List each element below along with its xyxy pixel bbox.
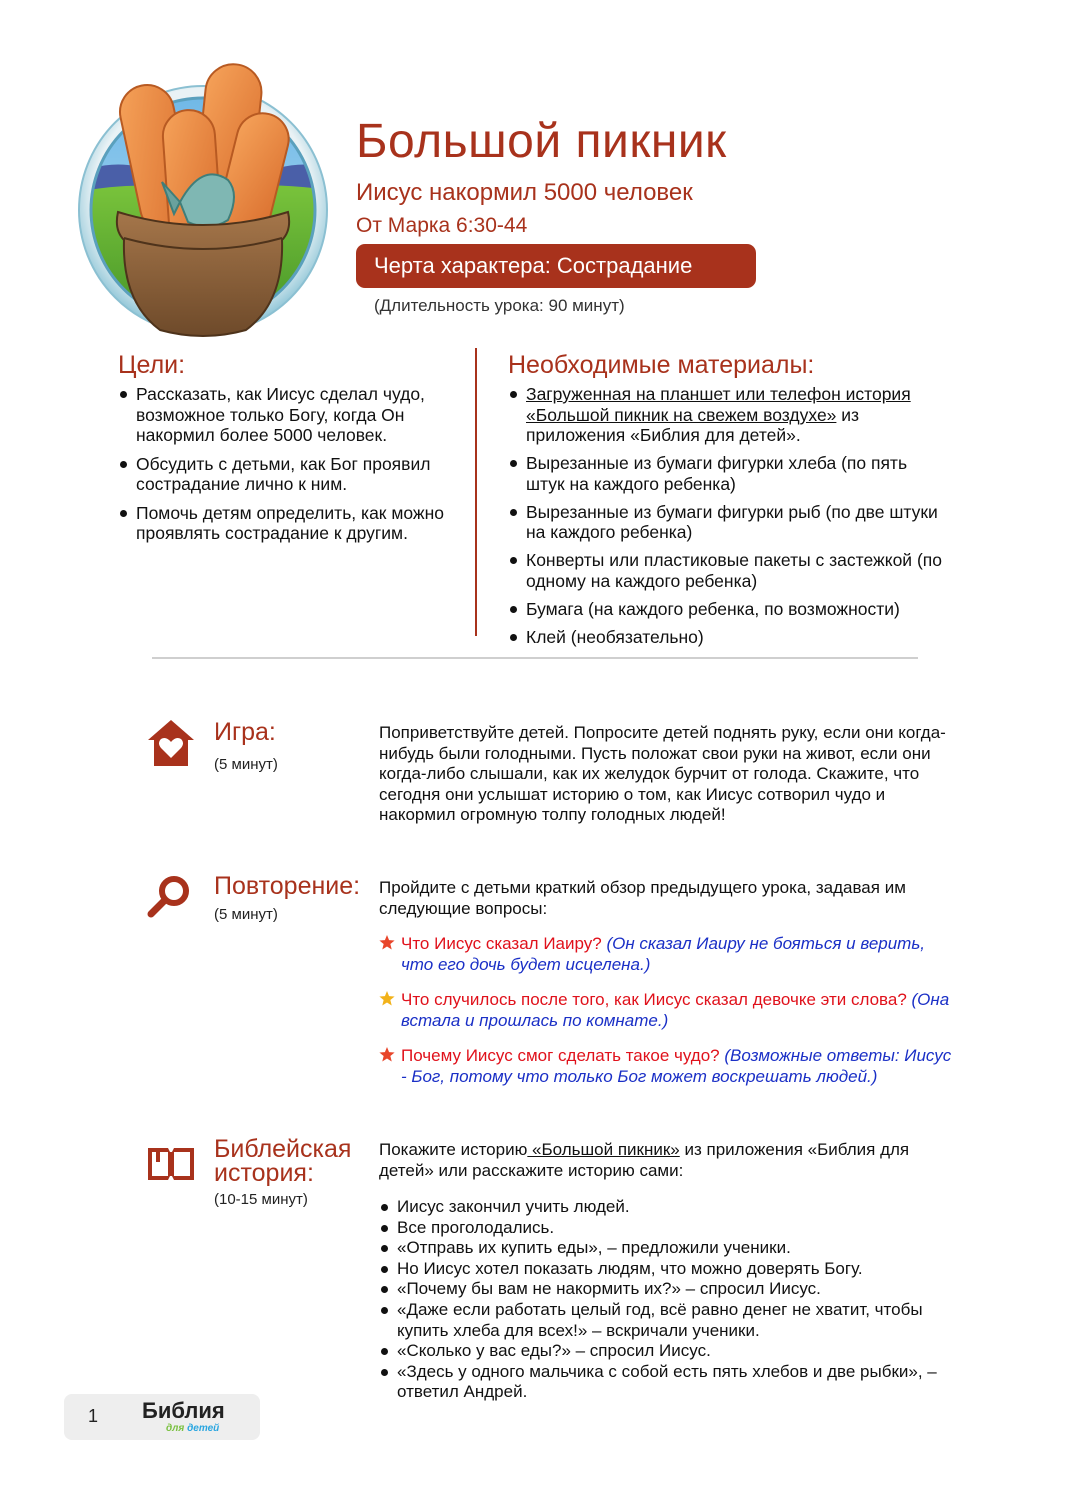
material-item: Бумага (на каждого ребенка, по возможности) (508, 599, 948, 620)
bread-basket-illustration (78, 62, 338, 340)
story-point: «Отправь их купить еды», – предложили ученики. (379, 1238, 939, 1259)
page-number: 1 (88, 1406, 99, 1426)
review-block (379, 878, 959, 1101)
magnifier-icon (146, 874, 192, 920)
game-duration: (5 минут) (214, 756, 278, 773)
story-point: «Здесь у одного мальчика с собой есть пять хлебов и две рыбки», – ответил Андрей. (379, 1362, 939, 1403)
story-point: «Сколько у вас еды?» – спросил Иисус. (379, 1341, 939, 1362)
story-title-line: история: (214, 1159, 314, 1187)
lesson-subtitle: Иисус накормил 5000 человек (356, 179, 693, 206)
material-item: Вырезанные из бумаги фигурки хлеба (по пять штук на каждого ребенка) (508, 453, 948, 494)
goal-item: Помочь детям определить, как можно проявлять сострадание к другим. (118, 503, 458, 544)
review-duration: (5 минут) (214, 906, 278, 923)
story-block (379, 1140, 939, 1403)
answer-text: (Возможные ответы: Иисус - Бог, потому что только Бог может воскрешать людей.) (401, 1046, 952, 1086)
story-point: «Почему бы вам не накормить их?» – спросил Иисус. (379, 1279, 939, 1300)
goal-item: Обсудить с детьми, как Бог проявил сострадание лично к ним. (118, 454, 458, 495)
character-trait-banner: Черта характера: Сострадание (356, 244, 756, 288)
lesson-duration: (Длительность урока: 90 минут) (374, 296, 625, 315)
book-icon (146, 1146, 196, 1182)
section-divider (152, 657, 918, 659)
review-intro: Пройдите с детьми краткий обзор предыдущего урока, задавая им следующие вопросы: (379, 878, 906, 918)
question-text: Что Иисус сказал Иаиру? (401, 934, 602, 953)
star-icon (379, 1047, 395, 1063)
material-item: Клей (необязательно) (508, 627, 948, 648)
story-title (214, 1137, 351, 1185)
review-question (379, 989, 959, 1031)
game-text: Поприветствуйте детей. Попросите детей поднять руку, если они когда-нибудь были голодными. Пусть положат свои руки на живот, если они когда-либо слышали, как их желудок бурчит от голода. Скажите, что сегодня они услышат историю о том, как Иисус сотворил чудо и накормил огромную толпу голодных людей! (379, 723, 946, 824)
story-title-line: Библейская (214, 1135, 352, 1163)
brand-sub-word: для (166, 1423, 185, 1434)
goal-item: Рассказать, как Иисус сделал чудо, возможное только Богу, когда Он накормил более 5000 человек. (118, 384, 458, 446)
brand-sub-word: детей (187, 1423, 220, 1434)
question-text: Почему Иисус смог сделать такое чудо? (401, 1046, 720, 1065)
story-point: Все проголодались. (379, 1218, 939, 1239)
goals-list (118, 384, 458, 552)
brand-name: Библия (142, 1398, 225, 1423)
star-icon (379, 991, 395, 1007)
story-duration: (10-15 минут) (214, 1191, 308, 1208)
materials-list (508, 384, 948, 655)
story-intro-text: из приложения «Библия для детей» или расскажите историю сами: (379, 1140, 910, 1180)
material-item (508, 384, 948, 446)
brand-sub (166, 1424, 225, 1434)
material-item: Конверты или пластиковые пакеты с застежкой (по одному на каждого ребенка) (508, 550, 948, 591)
story-intro-text: Покажите историю (379, 1140, 528, 1159)
story-point: «Даже если работать целый год, всё равно денег не хватит, чтобы купить хлеба для всех!» – вскричали ученики. (379, 1300, 939, 1341)
material-item: Вырезанные из бумаги фигурки рыб (по две штуки на каждого ребенка) (508, 502, 948, 543)
goals-heading: Цели: (118, 351, 186, 379)
house-heart-icon (146, 718, 196, 768)
brand-logo (142, 1398, 225, 1434)
star-icon (379, 935, 395, 951)
materials-heading: Необходимые материалы: (508, 351, 815, 379)
column-divider (475, 348, 477, 636)
story-app-link[interactable]: «Большой пикник» (527, 1140, 680, 1159)
answer-text: (Он сказал Иаиру не бояться и верить, что его дочь будет исцелена.) (401, 934, 926, 974)
material-item-text: из приложения «Библия для детей». (526, 404, 860, 445)
story-point: Иисус закончил учить людей. (379, 1197, 939, 1218)
story-link[interactable]: Загруженная на планшет или телефон история «Большой пикник на свежем воздухе» (526, 384, 911, 425)
page-title: Большой пикник (356, 115, 727, 168)
scripture-reference: От Марка 6:30-44 (356, 214, 528, 237)
review-title: Повторение: (214, 872, 361, 900)
review-question (379, 1045, 959, 1087)
story-intro (379, 1140, 939, 1181)
story-points-list (379, 1197, 939, 1403)
review-question (379, 933, 959, 975)
question-text: Что случилось после того, как Иисус сказал девочке эти слова? (401, 990, 907, 1009)
answer-text: (Она встала и прошлась по комнате.) (401, 990, 950, 1030)
game-title: Игра: (214, 718, 276, 746)
page-footer (64, 1394, 260, 1440)
story-point: Но Иисус хотел показать людям, что можно доверять Богу. (379, 1259, 939, 1280)
